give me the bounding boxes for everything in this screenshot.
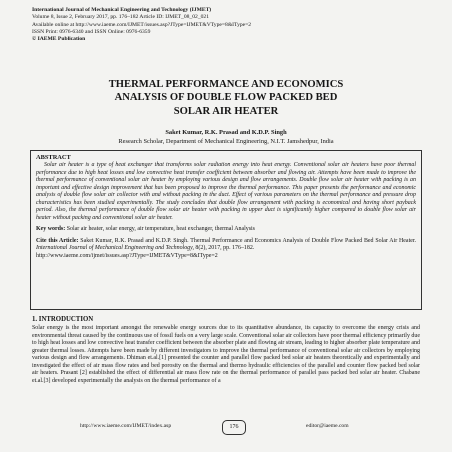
issn-line: ISSN Print: 0976-6340 and ISSN Online: 0976-6359 <box>32 28 151 35</box>
intro-heading: 1. INTRODUCTION <box>32 316 94 323</box>
title-line-3: SOLAR AIR HEATER <box>173 105 279 117</box>
cite-url-link[interactable]: http://www.iaeme.com/ijmet/issues.asp?JType=IJMET&VType=8&IType=2 <box>36 252 218 259</box>
publisher-line: © IAEME Publication <box>32 36 86 43</box>
volume-line: Volume 8, Issue 2, February 2017, pp. 176–182 Article ID: IJMET_08_02_021 <box>32 14 210 21</box>
cite-text: Saket Kumar, R.K. Prasad and K.D.P. Singh. Thermal Performance and Economics Analysis of Double Flow Packed Bed Solar Air Heater. <box>80 237 416 244</box>
page-number: 176 <box>222 420 246 435</box>
footer-email-link[interactable]: editor@iaeme.com <box>306 423 349 429</box>
paper-title <box>0 78 452 118</box>
journal-header <box>32 7 251 43</box>
author-block <box>0 129 452 146</box>
abstract-box <box>30 150 422 310</box>
cite-tail: 8(2), 2017, pp. 176–182. <box>195 245 255 251</box>
page-footer <box>0 420 452 436</box>
abstract-text: Solar air heater is a type of heat exchanger that transforms solar radiation energy into heat energy. Conventional solar air heaters have poor thermal performance due to high heat losses and low convective heat transfer coefficient between absorber and flowing air. Attempts have been made to improve the thermal performance of conventional solar air heater by employing various design and flow arrangements. Double flow solar air heater with packing is an important and effective design improvement that has been proposed to improve the thermal performance. This paper presents the performance and economic analysis of double flow solar air collector with and without packing in the duct. Effect of various parameters on the thermal performance and pressure drop characteristics has been studied experimentally. The study concludes that double flow arrangement with packing is economical and having short payback period. Also, the thermal performance of double flow solar air heater with packing in upper duct is significantly higher compared to double flow solar air heater without packing and conventional solar air heater. <box>36 162 416 221</box>
keywords-label: Key words: <box>36 226 66 232</box>
cite-journal: International Journal of Mechanical Engineering and Technology, <box>36 245 194 251</box>
intro-text: Solar energy is the most important amongst the renewable energy sources due to its quantitative abundance, its capacity to overcome the energy crisis and environmental threat caused by the continuous use of fossil fuels on a very large scale. Conventional solar air collectors have poor thermal efficiency primarily due to high heat losses and low convective heat transfer coefficient between the absorber plate and flowing air stream, leading to higher absorber plate temperature and greater thermal losses. Attempts have been made by different investigators to improve the thermal performance of conventional solar air collectors by employing various design and flow arrangements. Dhiman et.al.[1] presented the counter and parallel flow packed bed solar air heaters theoretically and experimentally and investigated the effect of air mass flow rates and bed porosity on the thermal and thermo hydraulic efficiencies of the parallel and counter flow packed bed solar air heaters. Prasant [2] established the effect of differential air mass flow rate on the thermal performance of parallel pass packed bed solar air heater. Chabane et.al.[3] developed experimentally the analysis on the thermal performance of a <box>32 325 420 384</box>
keywords-text: Solar air heater, solar energy, air temperature, heat exchanger, thermal Analysis <box>66 226 255 232</box>
title-line-1: THERMAL PERFORMANCE AND ECONOMICS <box>108 79 344 90</box>
keywords <box>36 226 416 234</box>
footer-url-link[interactable]: http://www.iaeme.com/IJMET/index.asp <box>80 423 172 429</box>
citation <box>36 238 416 261</box>
journal-name: International Journal of Mechanical Engineering and Technology (IJMET) <box>32 7 212 13</box>
abstract-heading: ABSTRACT <box>36 154 71 161</box>
author-affiliation: Research Scholar, Department of Mechanical Engineering, N.I.T. Jamshedpur, India <box>118 137 334 145</box>
cite-label: Cite this Article: <box>36 237 79 244</box>
title-line-2: ANALYSIS OF DOUBLE FLOW PACKED BED <box>114 92 338 104</box>
available-line[interactable]: Available online at http://www.iaeme.com/IJMET/issues.asp?JType=IJMET&VType=8&IType=2 <box>32 21 252 28</box>
author-names: Saket Kumar, R.K. Prasad and K.D.P. Singh <box>165 129 287 136</box>
